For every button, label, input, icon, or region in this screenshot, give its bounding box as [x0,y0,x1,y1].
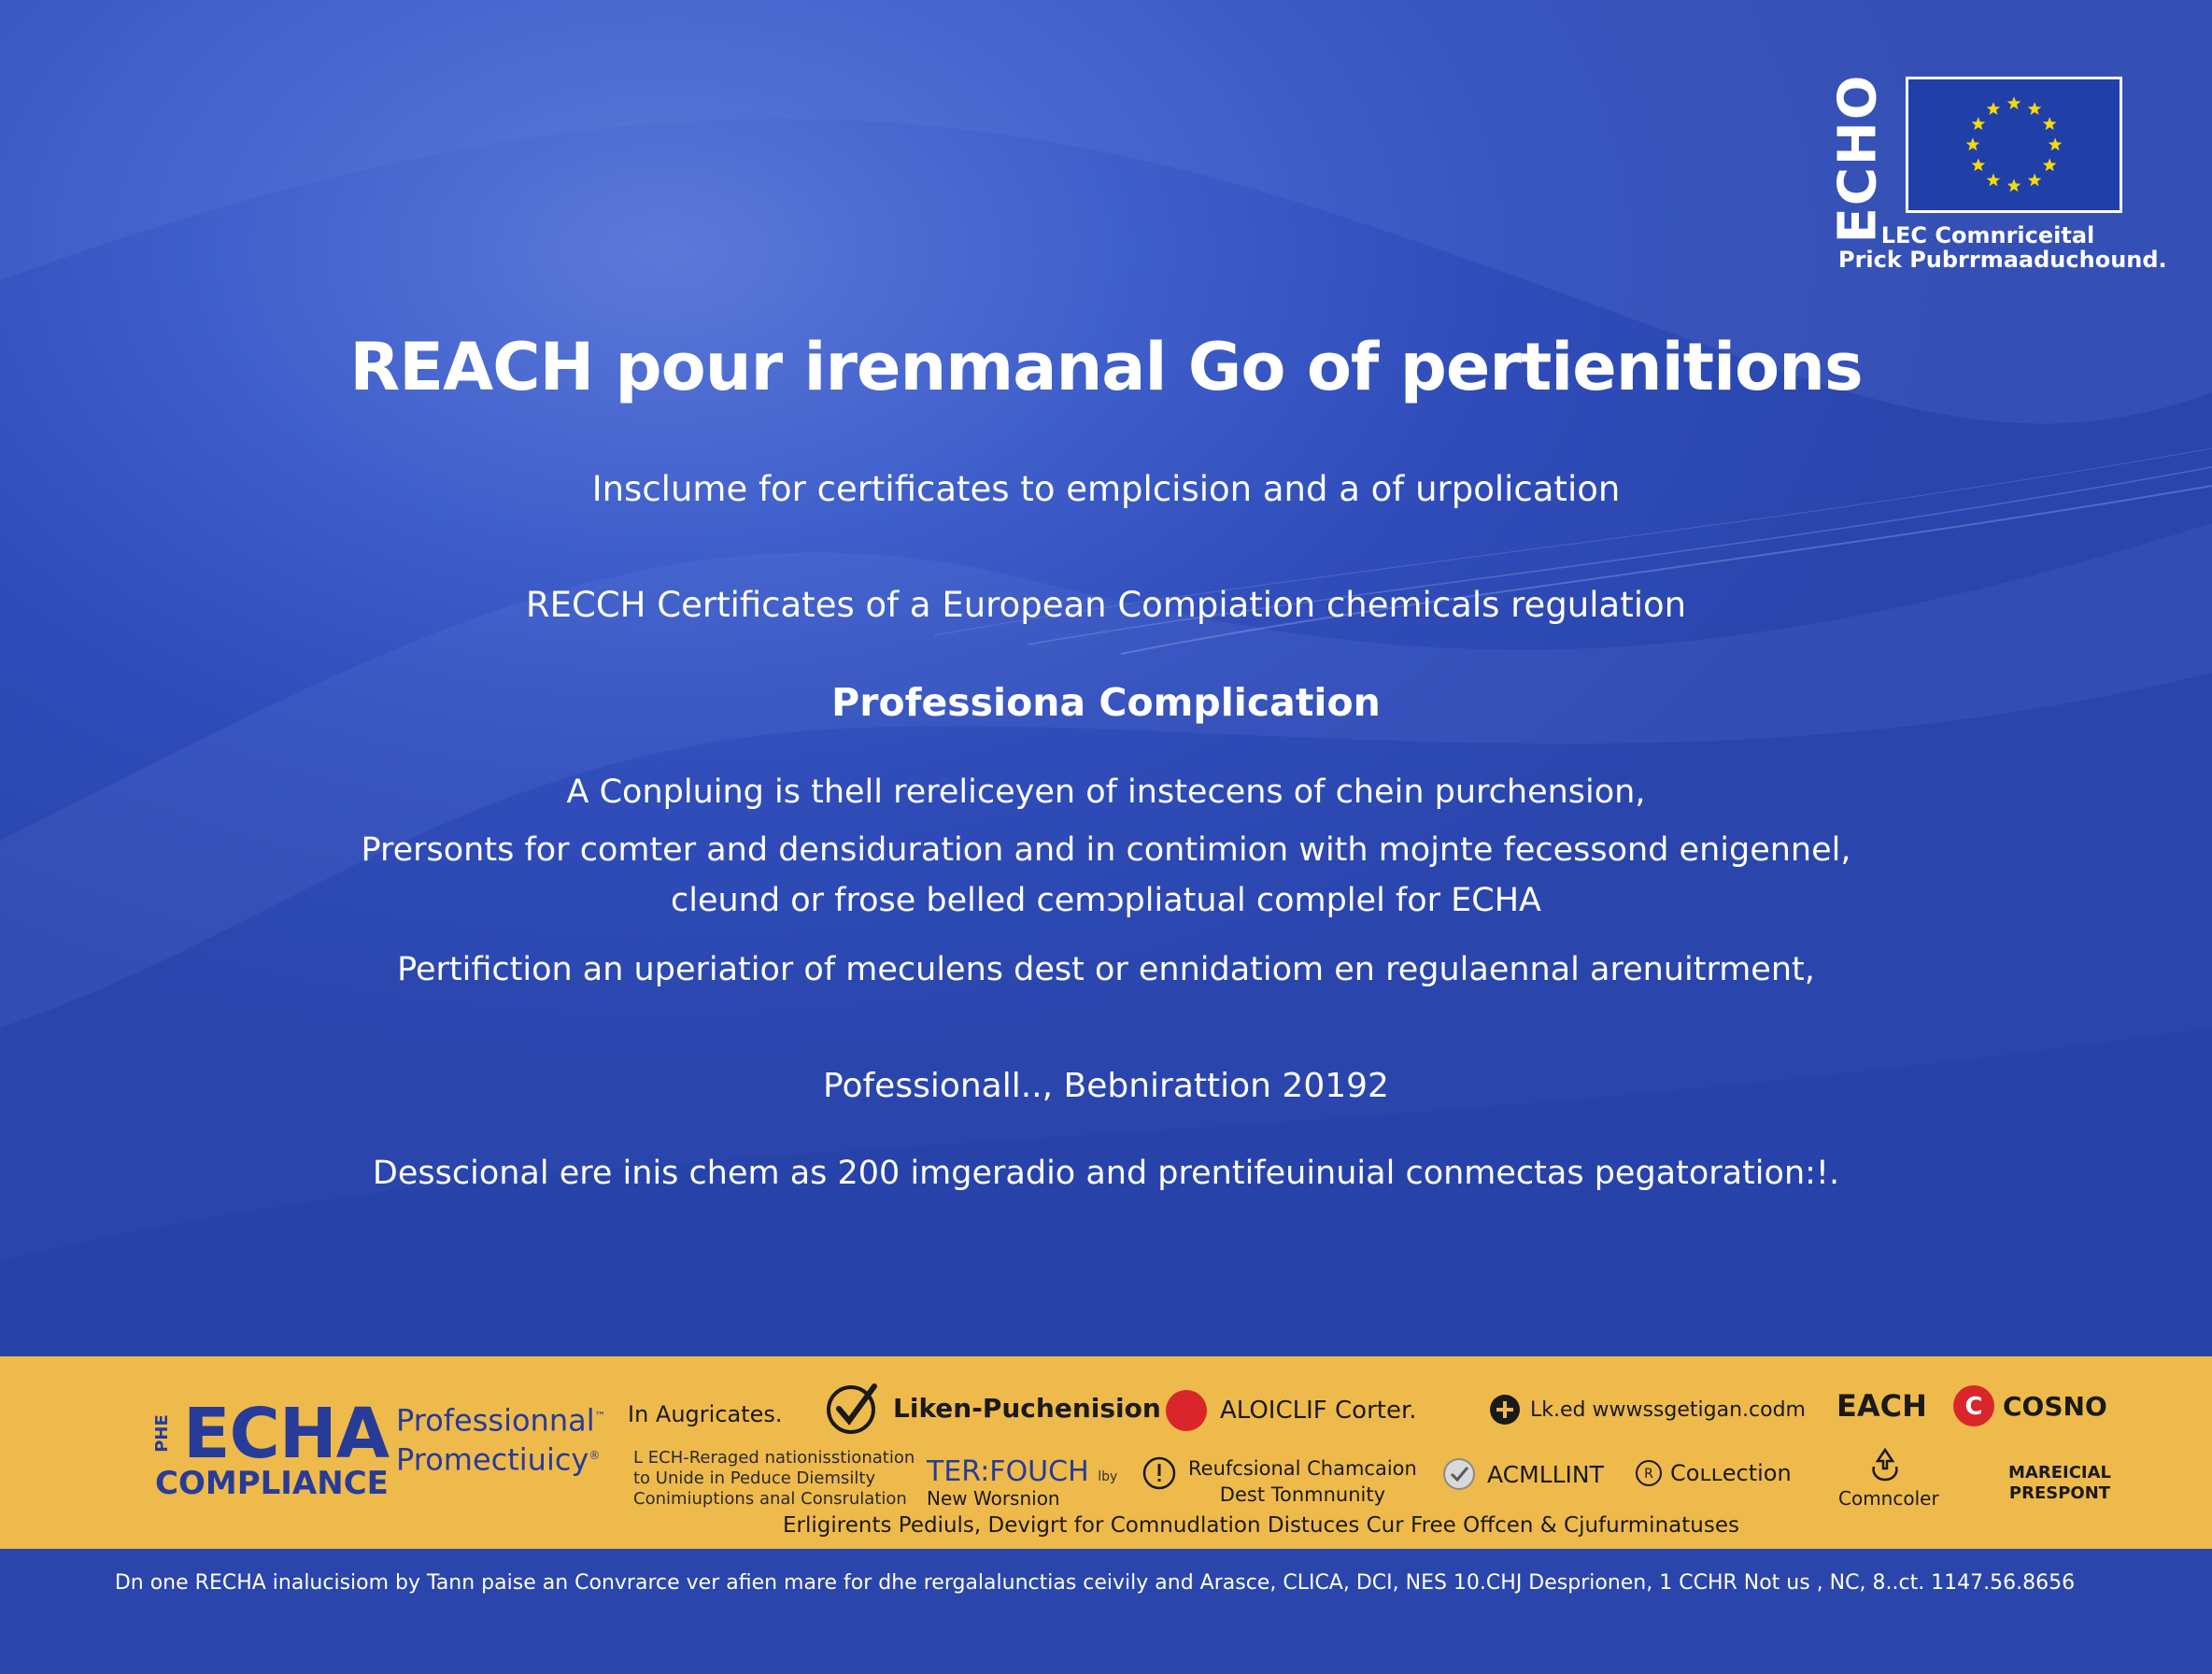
eu-star-icon [2028,173,2042,186]
paragraph-line: cleund or frose belled cemɔpliatual complel for ECHA [670,882,1541,919]
reufcsional-logo [1141,1455,1417,1508]
acmllint-text: ACMLLINT [1487,1460,1604,1488]
band-bottom-line: Erligirents Pediuls, Devigrt for Comnudlation Distuces Cur Free Offcen & Cjufurminatuses [783,1513,1739,1538]
paragraph-line: Prersonts for comter and densiduration and in contimion with mojnte fecessond enigennel, [361,831,1851,869]
comncoler-logo [1838,1446,1939,1510]
reufcsional-line-2: Dest Tonmnunity [1219,1483,1386,1506]
terfouch-logo [927,1455,1117,1488]
registered-icon [1635,1459,1663,1487]
echa-tagline-1: Professionnal™ [396,1402,606,1439]
exclamation-circle-icon [1141,1455,1177,1491]
badge-line-2: Prick Pubrrmaaduchound. [1838,247,2167,273]
small-note-line: to Unide in Peduce Diemsilty [633,1468,876,1488]
eu-star-icon [1972,158,1986,171]
checkmark-icon [826,1381,880,1435]
in-augricates-text: In Augricates. [628,1401,783,1427]
date-line: Pofessionall.., Bebnirattion 20192 [823,1067,1389,1105]
comncoler-text: Comncoler [1838,1487,1939,1510]
red-dot-icon [1166,1390,1207,1431]
collection-logo [1635,1459,1792,1487]
cosno-text: COSNO [2003,1390,2107,1422]
eu-star-icon [1972,117,1986,130]
mareicial-logo [2008,1463,2111,1504]
eu-star-icon [1966,137,1980,150]
shield-check-icon [1442,1457,1476,1491]
eu-star-icon [2049,137,2063,150]
reufcsional-line-1: Reufcsional Chamcaion [1188,1457,1417,1480]
website-logo [1489,1394,1806,1426]
eu-star-icon [2043,158,2057,171]
recycle-icon [1866,1446,1904,1483]
page-title: REACH pour irenmanal Go of pertienitions [349,329,1863,405]
echa-eu-badge [1827,73,2167,280]
section-heading: Professiona Complication [831,680,1381,725]
regulation-line: RECCH Certificates of a European Compiation chemicals regulation [525,585,1687,625]
subtitle: Insclume for certificates to emplcision and a of urpolication [591,469,1621,509]
eu-stars [1908,79,2120,210]
liken-logo [826,1381,1161,1435]
eu-star-icon [2028,102,2042,115]
collection-text: Coʟʟection [1670,1460,1792,1486]
footer-text [0,1571,2212,1595]
new-worsnion-text: New Worsnion [927,1487,1060,1510]
footer-text-content: Dn one RECHA inalucisiom by Tann paise an Convrarce ver afien mare for dhe rergalalunctias ceivily and Arasce, CLICA, DCI, NES 10.CHJ Desprionen, 1 CCHR Not us , NC, 8..ct. 1147.56.8656 [114,1571,2076,1595]
mareicial-line-1: MAREICIAL [2008,1463,2112,1482]
echa-logo-tagline [396,1399,606,1477]
echa-logo-prefix: PHE [151,1413,172,1453]
small-note-line: L ECH-Reraged nationisstionation [633,1448,915,1468]
eu-star-icon [1987,173,2001,186]
description-line: Desscional ere inis chem as 200 imgeradio and prentifeuinuial conmectas pegatoration:!. [372,1155,1840,1192]
small-note [633,1448,915,1510]
paragraph-line: Pertifiction an uperiatior of meculens dest or ennidatiom en regulaennal arenuitrment, [397,951,1815,988]
aloiclif-text: ALOICLIF Corter. [1220,1397,1417,1425]
terfouch-by-text: lby [1098,1469,1118,1484]
partner-logo-band [0,1356,2212,1549]
eu-flag-icon [1906,77,2122,213]
liken-text: Liken-Puchenision [893,1392,1161,1424]
svg-text:C: C [1964,1393,1983,1421]
echa-tagline-2: Promectiuicy® [396,1441,601,1478]
eu-star-icon [2007,178,2021,192]
acmllint-logo [1442,1457,1604,1491]
mareicial-line-2: PRESPONT [2008,1483,2111,1503]
website-text: Lk.ed wwwssgetigan.codm [1530,1397,1806,1422]
cosno-logo [1952,1384,2107,1427]
eu-star-icon [2043,117,2057,130]
svg-text:R: R [1644,1467,1653,1482]
echa-vertical-text: ECHO [1827,73,1889,243]
terfouch-text: TER:FOUCH [927,1455,1089,1488]
aloiclif-logo [1166,1390,1417,1431]
eu-star-icon [2007,96,2021,109]
each-logo: EACH [1836,1388,1927,1424]
cosno-c-icon [1952,1384,1995,1427]
paragraph-line: A Conpluing is thell rereliceyen of instecens of chein purchension, [566,773,1646,811]
badge-line-1: LEC Comnriceital [1880,222,2095,248]
echa-logo-name: ECHA [183,1394,390,1474]
small-note-line: Conimiuptions anal Consrulation [633,1489,907,1509]
echa-vertical-logo [1827,73,1889,243]
echa-logo-compliance: COMPLIANCE [155,1465,389,1502]
plus-circle-icon [1489,1394,1521,1426]
eu-star-icon [1987,102,2001,115]
